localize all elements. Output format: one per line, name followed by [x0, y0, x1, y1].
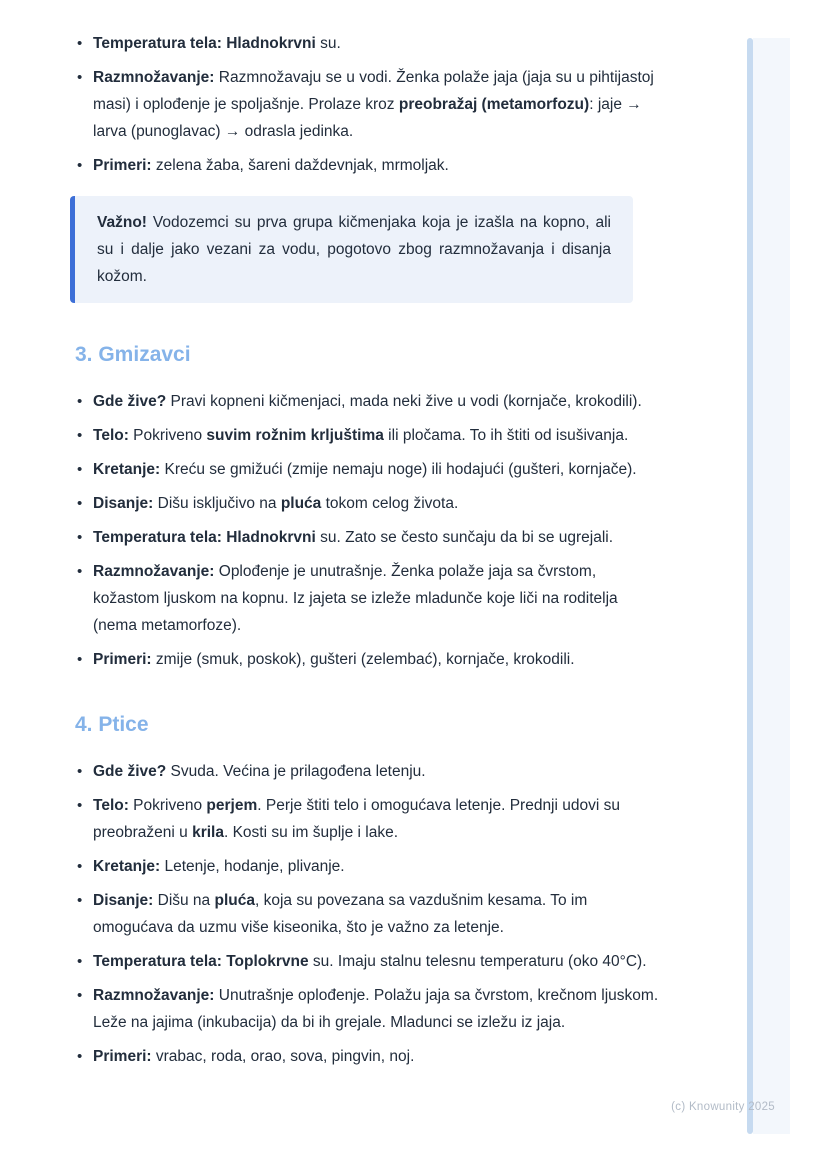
bold-text: Razmnožavanje:	[93, 987, 215, 1004]
body-text: Kreću se gmižući (zmije nemaju noge) ili hodajući (gušteri, kornjače).	[160, 461, 637, 478]
important-callout	[70, 196, 633, 303]
body-text: su. Zato se često sunčaju da bi se ugrejali.	[315, 529, 614, 546]
list-item	[75, 948, 661, 975]
next-page-edge-strip	[753, 38, 790, 1134]
callout-text	[97, 209, 611, 290]
list-item	[75, 422, 661, 449]
copyright-footer: (c) Knowunity 2025	[671, 1101, 775, 1113]
list-item	[75, 558, 661, 639]
bold-text: Primeri:	[93, 651, 152, 668]
body-text: su. Imaju stalnu telesnu temperaturu (oko 40°C).	[308, 953, 647, 970]
body-text: zmije (smuk, poskok), gušteri (zelembać), kornjače, krokodili.	[151, 651, 575, 668]
bold-text: Gde žive?	[93, 393, 167, 410]
bold-text: Primeri:	[93, 1048, 152, 1065]
bullet-list	[75, 30, 661, 179]
body-text: Letenje, hodanje, plivanje.	[160, 858, 345, 875]
list-item	[75, 490, 661, 517]
bold-text: Temperatura tela: Hladnokrvni	[93, 529, 316, 546]
body-text: : jaje → larva (punoglavac) → odrasla jedinka.	[93, 96, 642, 140]
next-page-edge-line	[747, 38, 753, 1134]
body-text: Dišu isključivo na	[153, 495, 281, 512]
list-item	[75, 152, 661, 179]
bold-text: Kretanje:	[93, 461, 161, 478]
list-item	[75, 853, 661, 880]
list-item	[75, 30, 661, 57]
bold-text: Primeri:	[93, 157, 152, 174]
bold-text: Telo:	[93, 797, 129, 814]
list-item	[75, 982, 661, 1036]
bullet-list	[75, 388, 661, 673]
bold-text: Gde žive?	[93, 763, 167, 780]
bold-text: Temperatura tela: Hladnokrvni	[93, 35, 316, 52]
body-text: Vodozemci su prva grupa kičmenjaka koja je izašla na kopno, ali su i dalje jako vezani za vodu, pogotovo zbog razmnožavanja i disanja kožom.	[97, 214, 611, 285]
body-text: ili pločama. To ih štiti od isušivanja.	[383, 427, 629, 444]
bold-text: preobražaj (metamorfozu)	[398, 96, 590, 113]
bold-text: Važno!	[97, 214, 147, 231]
body-text: Pravi kopneni kičmenjaci, mada neki žive u vodi (kornjače, krokodili).	[166, 393, 642, 410]
body-text: su.	[315, 35, 341, 52]
sections-container	[75, 343, 661, 1070]
body-text: . Kosti su im šuplje i lake.	[223, 824, 398, 841]
body-text: Dišu na	[153, 892, 215, 909]
bold-text: Disanje:	[93, 892, 154, 909]
body-text: , koja su povezana sa vazdušnim kesama. To im omogućava da uzmu više kiseonika, što je važno za letenje.	[93, 892, 588, 936]
bold-text: pluća	[280, 495, 322, 512]
body-text: zelena žaba, šareni daždevnjak, mrmoljak.	[151, 157, 449, 174]
body-text: Svuda. Većina je prilagođena letenju.	[166, 763, 426, 780]
body-text: Razmnožavaju se u vodi. Ženka polaže jaja (jaja su u pihtijastoj masi) i oplođenje je spoljašnje. Prolaze kroz	[93, 69, 654, 113]
list-item	[75, 646, 661, 673]
bold-text: pluća	[214, 892, 255, 909]
list-item	[75, 388, 661, 415]
list-item	[75, 792, 661, 846]
bold-text: Disanje:	[93, 495, 154, 512]
bold-text: perjem	[206, 797, 258, 814]
body-text: Pokriveno	[128, 797, 207, 814]
body-text: vrabac, roda, orao, sova, pingvin, noj.	[151, 1048, 415, 1065]
list-item	[75, 456, 661, 483]
list-item	[75, 64, 661, 145]
bold-text: Kretanje:	[93, 858, 161, 875]
bold-text: Temperatura tela: Toplokrvne	[93, 953, 309, 970]
bullet-list	[75, 758, 661, 1070]
bold-text: Telo:	[93, 427, 129, 444]
body-text: . Perje štiti telo i omogućava letenje. Prednji udovi su preobraženi u	[93, 797, 620, 841]
body-text: Pokriveno	[128, 427, 207, 444]
section-heading: 3. Gmizavci	[75, 343, 191, 366]
document-page	[75, 30, 661, 1077]
list-item	[75, 1043, 661, 1070]
bold-text: krila	[192, 824, 224, 841]
bold-text: suvim rožnim krljuštima	[206, 427, 384, 444]
body-text: Unutrašnje oplođenje. Polažu jaja sa čvrstom, krečnom ljuskom. Leže na jajima (inkubacija) da bi ih grejale. Mladunci se izležu iz jaja.	[93, 987, 659, 1031]
list-item	[75, 524, 661, 551]
list-item	[75, 887, 661, 941]
bold-text: Razmnožavanje:	[93, 563, 215, 580]
body-text: Oplođenje je unutrašnje. Ženka polaže jaja sa čvrstom, kožastom ljuskom na kopnu. Iz jajeta se izleže mladunče koje liči na roditelja (nema metamorfoze).	[93, 563, 618, 634]
section-heading: 4. Ptice	[75, 713, 149, 736]
list-item	[75, 758, 661, 785]
bold-text: Razmnožavanje:	[93, 69, 215, 86]
body-text: tokom celog života.	[321, 495, 459, 512]
